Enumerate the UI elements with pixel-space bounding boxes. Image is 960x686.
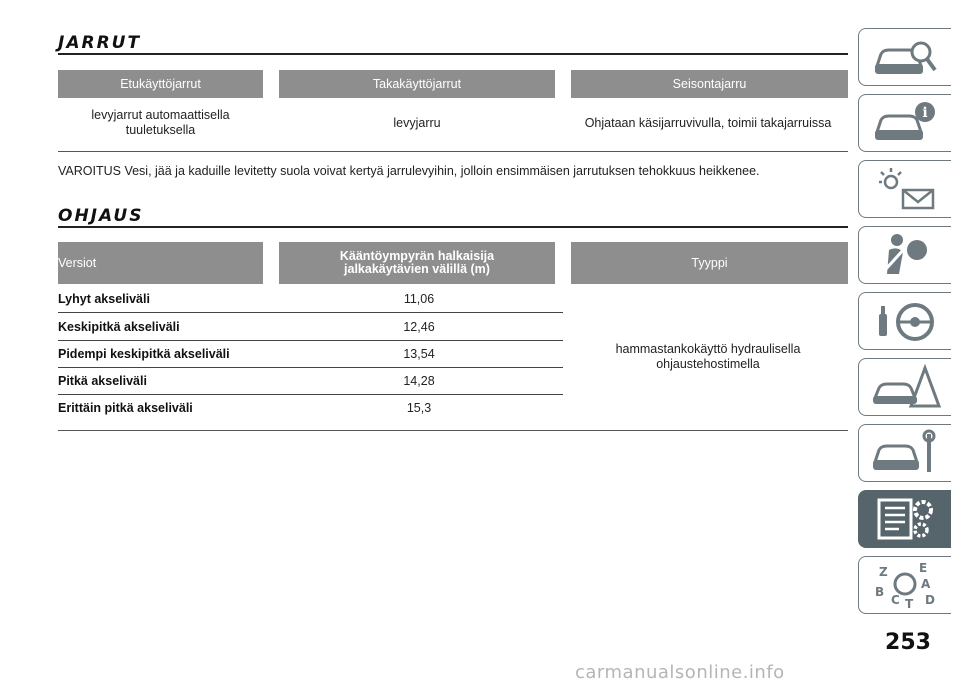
car-search-icon xyxy=(869,32,941,82)
steering-title: OHJAUS xyxy=(58,206,144,226)
steering-row-diameter: 12,46 xyxy=(403,320,435,334)
tab-airbag-seatbelt[interactable] xyxy=(858,226,951,284)
steering-row-version: Pitkä akseliväli xyxy=(58,374,147,388)
warning-lights-icon xyxy=(869,164,941,214)
tab-car-info[interactable] xyxy=(858,94,951,152)
steering-title-rule xyxy=(58,226,848,228)
steering-row-version: Keskipitkä akseliväli xyxy=(58,320,180,334)
steering-row-version: Lyhyt akseliväli xyxy=(58,292,150,306)
airbag-seatbelt-icon xyxy=(869,230,941,280)
row-divider xyxy=(58,340,563,341)
svg-text:D: D xyxy=(925,593,935,607)
row-divider xyxy=(58,394,563,395)
watermark: carmanualsonline.info xyxy=(575,662,785,683)
row-divider xyxy=(58,367,563,368)
svg-text:A: A xyxy=(921,577,931,591)
tab-alphabetical-index[interactable] xyxy=(858,556,951,614)
brakes-title: JARRUT xyxy=(58,33,142,53)
alphabetical-index-icon xyxy=(869,560,941,610)
tab-car-search[interactable] xyxy=(858,28,951,86)
steering-row-diameter: 11,06 xyxy=(403,292,435,306)
brakes-warning: VAROITUS Vesi, jää ja kaduille levitetty suola voivat kertyä jarrulevyihin, jolloin ensimmäisen jarrutuksen tehokkuus heikkenee. xyxy=(58,164,760,178)
steering-row-diameter: 13,54 xyxy=(403,347,435,361)
svg-text:i: i xyxy=(922,105,928,121)
page-number: 253 xyxy=(885,630,931,655)
steering-type-value: hammastankokäyttö hydraulisella ohjaustehostimella xyxy=(615,342,801,371)
steering-row-diameter: 15,3 xyxy=(406,401,432,415)
tab-roadside-emergency[interactable] xyxy=(858,358,951,416)
technical-data-icon xyxy=(869,494,941,544)
row-divider xyxy=(58,312,563,313)
tab-technical-data[interactable] xyxy=(858,490,951,548)
steering-row-version: Pidempi keskipitkä akseliväli xyxy=(58,347,230,361)
brakes-header-parking: Seisontajarru xyxy=(571,70,848,98)
svg-text:C: C xyxy=(891,593,900,607)
steering-wheel-icon xyxy=(869,296,941,346)
steering-header-versions: Versiot xyxy=(58,242,263,284)
brakes-table-bottom-line xyxy=(58,151,848,152)
steering-row-version: Erittäin pitkä akseliväli xyxy=(58,401,193,415)
brakes-header-front: Etukäyttöjarrut xyxy=(58,70,263,98)
tab-car-maintenance[interactable] xyxy=(858,424,951,482)
brakes-parking-value: Ohjataan käsijarruvivulla, toimii takajarruissa xyxy=(584,115,832,130)
svg-text:Z: Z xyxy=(879,565,888,579)
svg-text:E: E xyxy=(919,561,928,575)
car-info-icon xyxy=(869,98,941,148)
steering-header-type: Tyyppi xyxy=(571,242,848,284)
tab-steering-wheel[interactable] xyxy=(858,292,951,350)
brakes-title-rule xyxy=(58,53,848,55)
steering-table-bottom-line xyxy=(58,430,848,431)
tab-warning-lights[interactable] xyxy=(858,160,951,218)
brakes-front-value: levyjarrut automaattisella tuuletuksella xyxy=(91,108,230,137)
car-maintenance-icon xyxy=(869,428,941,478)
steering-row-diameter: 14,28 xyxy=(403,374,435,388)
brakes-rear-value: levyjarru xyxy=(393,115,441,130)
svg-text:B: B xyxy=(875,585,885,599)
brakes-header-rear: Takakäyttöjarrut xyxy=(279,70,555,98)
roadside-emergency-icon xyxy=(869,362,941,412)
svg-text:T: T xyxy=(905,597,914,610)
steering-header-diameter: Kääntöympyrän halkaisija jalkakäytävien välillä (m) xyxy=(279,242,555,284)
